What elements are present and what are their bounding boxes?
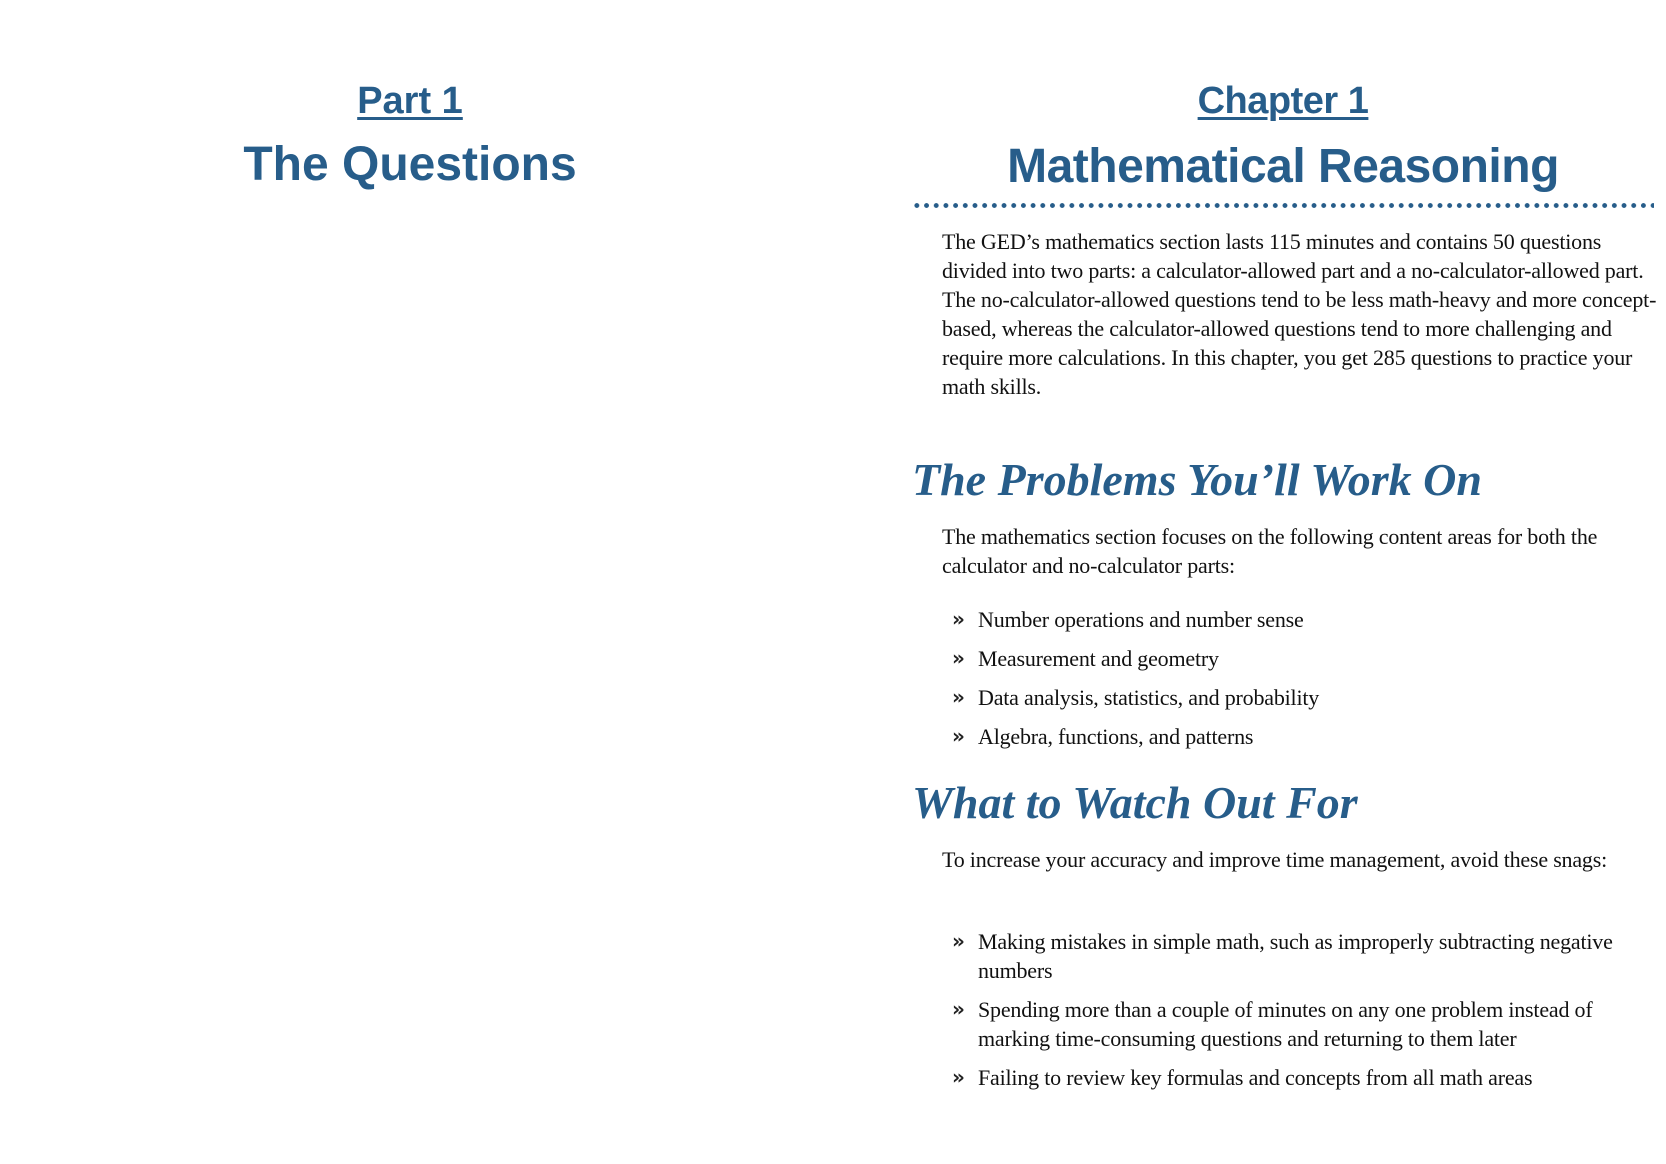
list-item-text: Making mistakes in simple math, such as improperly subtracting negative numbers — [978, 929, 1613, 983]
chapter-label: Chapter 1 — [1197, 80, 1369, 122]
dotted-divider — [912, 203, 1654, 208]
list-item — [942, 683, 1664, 712]
list-item — [942, 722, 1664, 751]
list-item-text: Spending more than a couple of minutes on any one problem instead of marking time-consuming questions and returning to them later — [978, 997, 1593, 1051]
part-label: Part 1 — [357, 80, 463, 122]
snags-list — [942, 927, 1664, 1102]
double-chevron-bullet-icon: » — [952, 724, 965, 748]
left-page — [0, 0, 820, 1164]
list-item — [942, 644, 1664, 673]
list-item — [942, 605, 1664, 634]
list-item-text: Data analysis, statistics, and probability — [978, 685, 1320, 710]
double-chevron-bullet-icon: » — [952, 1065, 965, 1089]
chapter-title: Mathematical Reasoning — [1007, 140, 1559, 193]
list-item-text: Algebra, functions, and patterns — [978, 724, 1254, 749]
double-chevron-bullet-icon: » — [952, 607, 965, 631]
list-item-text: Failing to review key formulas and concepts from all math areas — [978, 1065, 1533, 1090]
list-item — [942, 927, 1664, 985]
list-item-text: Number operations and number sense — [978, 607, 1304, 632]
double-chevron-bullet-icon: » — [952, 929, 965, 953]
right-page — [900, 0, 1666, 1164]
section-paragraph-watch-out: To increase your accuracy and improve time management, avoid these snags: — [942, 847, 1607, 872]
content-areas-list — [942, 605, 1664, 761]
part-title: The Questions — [243, 138, 577, 191]
list-item — [942, 1063, 1664, 1092]
double-chevron-bullet-icon: » — [952, 646, 965, 670]
section-heading-problems: The Problems You’ll Work On — [912, 454, 1482, 505]
double-chevron-bullet-icon: » — [952, 997, 965, 1021]
double-chevron-bullet-icon: » — [952, 685, 965, 709]
intro-paragraph: The GED’s mathematics section lasts 115 minutes and contains 50 questions divided into two parts: a calculator-allowed part and a no-calculator-allowed part. The no-calculator-allowed questions tend to be less math-heavy and more concept-based, whereas the calculator-allowed questions tend to more challenging and require more calculations. In this chapter, you get 285 questions to practice your math skills. — [942, 229, 1657, 399]
list-item — [942, 995, 1664, 1053]
list-item-text: Measurement and geometry — [978, 646, 1219, 671]
section-heading-watch-out: What to Watch Out For — [912, 777, 1358, 828]
section-paragraph-problems: The mathematics section focuses on the following content areas for both the calculator and no-calculator parts: — [942, 524, 1598, 578]
